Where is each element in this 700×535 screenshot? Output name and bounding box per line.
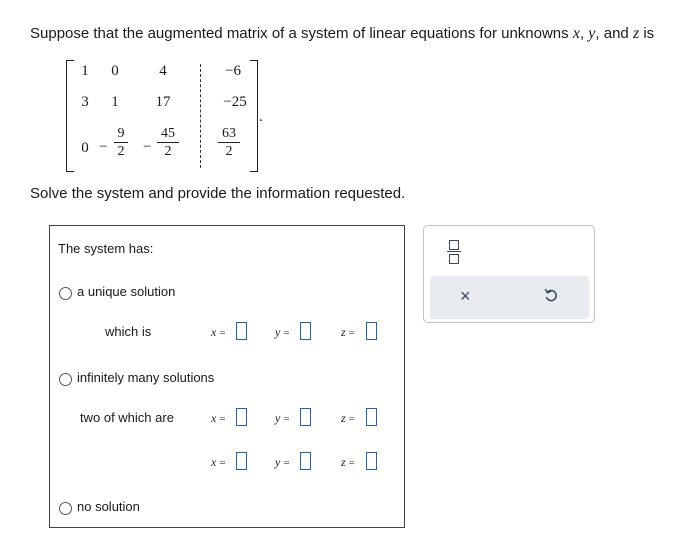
unique-y-input[interactable] xyxy=(300,322,311,340)
x-label: x = xyxy=(211,411,226,425)
infinite-2-y-input[interactable] xyxy=(300,452,311,470)
right-bracket xyxy=(250,60,258,172)
minus-sign: − xyxy=(99,139,108,155)
denominator: 2 xyxy=(164,144,172,159)
unique-which-label: which is xyxy=(105,324,152,339)
x-label: x = xyxy=(211,455,226,469)
fraction-numerator-box xyxy=(449,240,459,250)
y-label: y = xyxy=(275,325,290,339)
radio-no-solution[interactable] xyxy=(59,502,72,515)
var-y: y xyxy=(588,25,596,42)
matrix-cell: 3 xyxy=(81,94,89,110)
augment-divider xyxy=(200,64,201,168)
unique-z-input[interactable] xyxy=(366,322,377,340)
matrix-fraction xyxy=(114,126,128,160)
radio-unique-solution[interactable] xyxy=(59,287,72,300)
toolbar-actions xyxy=(430,276,589,319)
augmented-matrix xyxy=(66,60,258,172)
matrix-cell: 0 xyxy=(111,63,119,79)
left-bracket xyxy=(66,60,74,172)
matrix-fraction xyxy=(218,126,240,160)
infinite-1-z-input[interactable] xyxy=(366,408,377,426)
infinite-2-z-input[interactable] xyxy=(366,452,377,470)
question-suffix: is xyxy=(643,25,655,42)
matrix-cell: 17 xyxy=(155,94,171,110)
panel-heading: The system has: xyxy=(58,241,154,256)
matrix-cell: 1 xyxy=(111,94,119,110)
infinite-1-y-input[interactable] xyxy=(300,408,311,426)
comma: , xyxy=(579,25,585,42)
clear-button[interactable]: × xyxy=(460,286,471,306)
z-label: z = xyxy=(341,325,355,339)
z-label: z = xyxy=(341,411,355,425)
question-text xyxy=(30,25,654,43)
denominator: 2 xyxy=(117,144,125,159)
matrix-cell: −25 xyxy=(223,94,247,110)
var-x: x xyxy=(572,25,580,42)
fraction-icon[interactable] xyxy=(447,239,461,265)
matrix-fraction xyxy=(157,126,179,160)
infinite-1-x-input[interactable] xyxy=(236,408,247,426)
x-label: x = xyxy=(211,325,226,339)
radio-infinite-solutions[interactable] xyxy=(59,373,72,386)
infinite-two-label: two of which are xyxy=(80,410,174,425)
answer-panel xyxy=(49,225,405,528)
matrix-cell: −6 xyxy=(225,63,241,79)
matrix-cell: 0 xyxy=(81,140,89,156)
option-none-label[interactable]: no solution xyxy=(77,499,140,514)
and-text: , and xyxy=(595,25,629,42)
y-label: y = xyxy=(275,455,290,469)
question-prefix: Suppose that the augmented matrix of a system of linear equations for unknowns xyxy=(30,25,569,42)
var-z: z xyxy=(632,25,640,42)
fraction-denominator-box xyxy=(449,254,459,264)
matrix-cell: 1 xyxy=(81,63,89,79)
numerator: 63 xyxy=(218,126,240,143)
instruction-text: Solve the system and provide the information requested. xyxy=(30,185,406,202)
numerator: 9 xyxy=(114,126,128,143)
undo-icon[interactable] xyxy=(543,287,559,303)
fraction-bar xyxy=(447,251,461,252)
minus-sign: − xyxy=(143,139,152,155)
infinite-2-x-input[interactable] xyxy=(236,452,247,470)
unique-x-input[interactable] xyxy=(236,322,247,340)
y-label: y = xyxy=(275,411,290,425)
matrix-period: . xyxy=(259,109,263,125)
option-infinite-label[interactable]: infinitely many solutions xyxy=(77,370,215,385)
numerator: 45 xyxy=(157,126,179,143)
matrix-cell: 4 xyxy=(159,63,167,79)
option-unique-label[interactable]: a unique solution xyxy=(77,284,176,299)
z-label: z = xyxy=(341,455,355,469)
denominator: 2 xyxy=(225,144,233,159)
math-toolbar xyxy=(423,225,595,323)
